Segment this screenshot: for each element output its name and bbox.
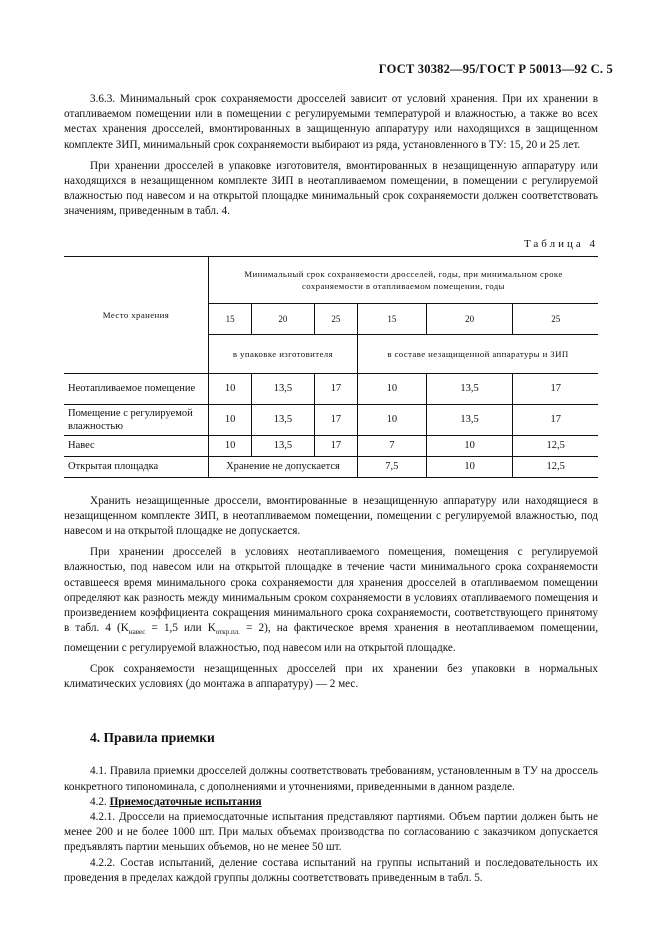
table-cell: 17 [513, 404, 598, 435]
table-cell: 17 [513, 373, 598, 404]
document-body [64, 92, 598, 886]
table-year-header: 20 [426, 303, 513, 334]
table-cell: 13,5 [252, 404, 315, 435]
paragraph-4-1: 4.1. Правила приемки дросселей должны соответствовать требованиям, установленным в ТУ на дроссель конкретного типономинала, с дополнениями и уточнениями, приведенными в данном разделе. [64, 765, 598, 793]
paragraph-4-2-1: 4.2.1. Дроссели на приемосдаточные испытания представляют партиями. Объем партии должен быть не менее 200 и не более 1000 шт. При малых объемах производства по согласованию с заказчиком допускается предъявлять партии меньших объемов, но не менее 50 шт. [64, 810, 598, 854]
table-cell: 12,5 [513, 435, 598, 456]
table-year-header: 25 [513, 303, 598, 334]
table-cell: 7,5 [357, 456, 426, 477]
table-year-header: 25 [314, 303, 357, 334]
table-row-place: Помещение с регулируемой влажностью [64, 404, 209, 435]
paragraph-4-2 [64, 795, 598, 810]
k-subscript-open: откр.пл. [215, 628, 240, 637]
paragraph-storage-2-text: При хранении дросселей в условиях неотапливаемого помещения, помещения с регулируемой влажностью, под навесом или на открытой площадке в течение части минимального срока сохраняемости оставшееся время минимального срока сохраняемости для хранения дросселей в отапливаемом помещении определяют как разность между минимальным сроком сохраняемости в условиях отапливаемого помещения и произведением коэффициента сокращения минимального срока сохраняемости, соответствующего принятому в табл. 4 (K [64, 546, 598, 635]
table-cell: 10 [426, 456, 513, 477]
table-cell: 10 [209, 435, 252, 456]
table-cell: 10 [209, 404, 252, 435]
paragraph-packaging: При хранении дросселей в упаковке изготовителя, вмонтированных в незащищенную аппаратуру или находящихся в незащищенном комплекте ЗИП в неотапливаемом помещении, в помещении с регулируемой влажностью под навесом и на открытой площадке минимальный срок сохраняемости должен соответствовать значениям, приведенным в табл. 4. [64, 159, 598, 218]
table-subheader-equipment: в составе незащищенной аппаратуры и ЗИП [357, 334, 598, 373]
table-year-header: 20 [252, 303, 315, 334]
table-label: Таблица 4 [523, 237, 598, 250]
paragraph-3-6-3: 3.6.3. Минимальный срок сохраняемости дросселей зависит от условий хранения. При их хранении в отапливаемом помещении или в помещении с регулируемыми температурой и влажностью, а также во всех местах хранения дросселей, вмонтированных в защищенную аппаратуру или находящихся в защищенном комплекте ЗИП, минимальный срок сохраняемости выбирают из ряда, установленного в ТУ: 15, 20 и 25 лет. [64, 93, 598, 151]
table-year-header: 15 [357, 303, 426, 334]
table-cell: 7 [357, 435, 426, 456]
paragraph-storage-1: Хранить незащищенные дроссели, вмонтированные в незащищенную аппаратуру или находящиеся в незащищенном комплекте ЗИП, в неотапливаемом помещении, помещении с регулируемой влажностью, под навесом и на открытой площадке не допускается. [64, 494, 598, 538]
paragraph-4-2-number: 4.2. [90, 795, 110, 808]
k-subscript-canopy: навес [128, 628, 146, 637]
table-header-place: Место хранения [64, 256, 209, 373]
table-cell: 10 [357, 404, 426, 435]
table-row-place: Навес [64, 435, 209, 456]
table-cell: 13,5 [252, 435, 315, 456]
table-group-header: Минимальный срок сохраняемости дросселей, годы, при минимальном сроке сохраняемости в отапливаемом помещении, годы [209, 256, 599, 303]
paragraph-storage-2-end: = 2), на фактическое время хранения в неотапливаемом помещении, помещении с регулируемой влажностью, под навесом или на открытой площадке. [64, 622, 598, 654]
paragraph-storage-3: Срок сохраняемости незащищенных дросселей при их хранении без упаковки в нормальных климатических условиях (до монтажа в аппаратуру) — 2 мес. [64, 662, 598, 691]
table-cell: 13,5 [252, 373, 315, 404]
table-cell: 17 [314, 373, 357, 404]
section-4-title: 4. Правила приемки [90, 730, 215, 746]
paragraph-storage-2 [64, 545, 598, 656]
table-row-place: Открытая площадка [64, 456, 209, 477]
paragraph-4-2-2: 4.2.2. Состав испытаний, деление состава испытаний на группы испытаний и последовательность их проведения в пределах каждой группы должны соответствовать приведенным в табл. 5. [64, 856, 598, 884]
table-cell: 17 [314, 404, 357, 435]
storage-table [64, 256, 598, 478]
table-cell: 10 [209, 373, 252, 404]
table-row-place: Неотапливаемое помещение [64, 373, 209, 404]
table-cell: 13,5 [426, 373, 513, 404]
paragraph-storage-2-eq: = 1,5 или K [145, 622, 216, 635]
table-cell: 10 [357, 373, 426, 404]
table-cell-merged: Хранение не допускается [209, 456, 358, 477]
table-year-header: 15 [209, 303, 252, 334]
table-cell: 17 [314, 435, 357, 456]
page-header: ГОСТ 30382—95/ГОСТ Р 50013—92 С. 5 [378, 62, 613, 76]
table-cell: 12,5 [513, 456, 598, 477]
table-cell: 13,5 [426, 404, 513, 435]
table-subheader-packaging: в упаковке изготовителя [209, 334, 358, 373]
paragraph-4-2-label: Приемосдаточные испытания [109, 795, 262, 808]
table-cell: 10 [426, 435, 513, 456]
